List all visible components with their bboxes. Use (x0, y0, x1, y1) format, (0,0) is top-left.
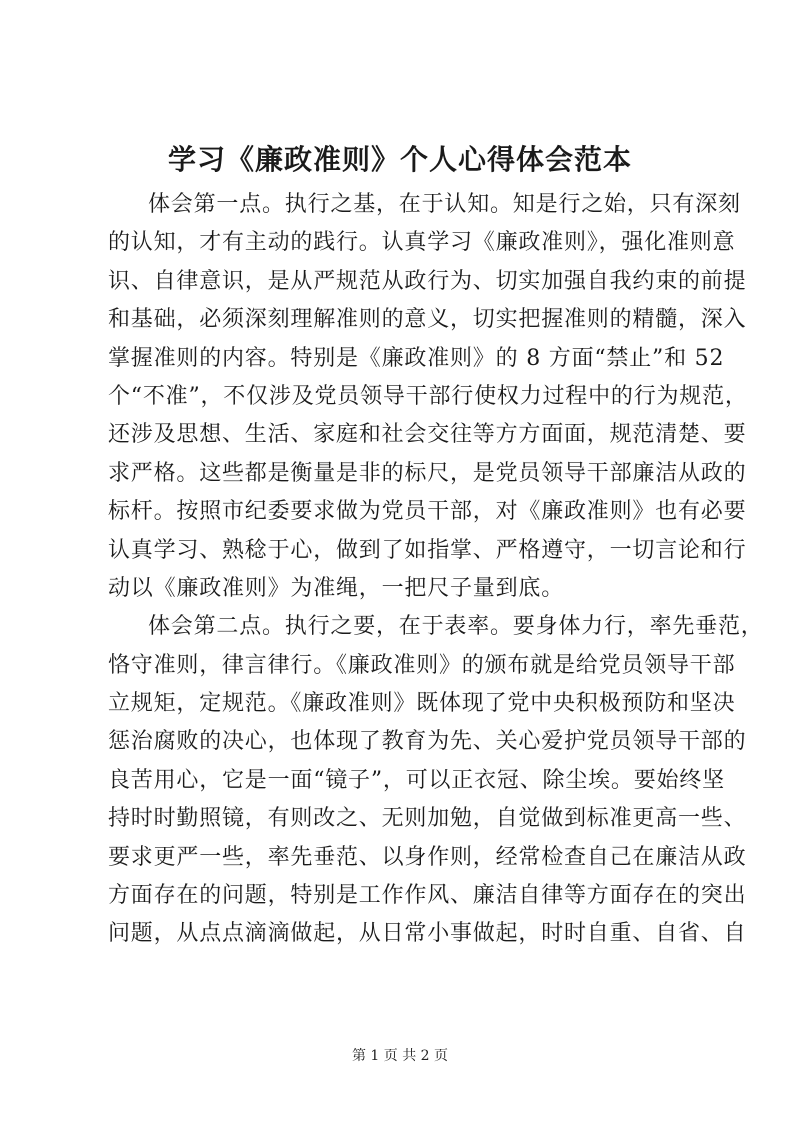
text-line: 和基础，必须深刻理解准则的意义，切实把握准则的精髓，深入 (108, 307, 747, 333)
text-line: 体会第一点。执行之基，在于认知。知是行之始，只有深刻 (148, 192, 741, 217)
paragraph-1 (108, 186, 748, 608)
text-line: 识、自律意识，是从严规范从政行为、切实加强自我约束的前提 (108, 268, 747, 294)
text-line: 体会第二点。执行之要，在于表率。要身体力行，率先垂范， (148, 614, 764, 640)
text-line: 标杆。按照市纪委要求做为党员干部，对《廉政准则》也有必要 (108, 499, 747, 525)
text-line: 要求更严一些，率先垂范、以身作则，经常检查自己在廉洁从政 (108, 844, 747, 870)
text-line: 动以《廉政准则》为准绳，一把尺子量到底。 (108, 575, 565, 601)
text-line: 掌握准则的内容。特别是《廉政准则》的 8 方面“禁止”和 52 (108, 345, 725, 371)
text-line: 恪守准则，律言律行。《廉政准则》的颁布就是给党员领导干部 (108, 652, 736, 678)
document-body (108, 186, 764, 954)
text-line: 持时时勤照镜，有则改之、无则加勉，自觉做到标准更高一些、 (108, 806, 747, 832)
text-line: 的认知，才有主动的践行。认真学习《廉政准则》，强化准则意 (108, 230, 736, 256)
page-number-footer: 第 1 页 共 2 页 (351, 1048, 449, 1064)
text-line: 个“不准”，不仅涉及党员领导干部行使权力过程中的行为规范， (108, 383, 748, 409)
text-line: 方面存在的问题，特别是工作作风、廉洁自律等方面存在的突出 (108, 883, 747, 909)
text-line: 求严格。这些都是衡量是非的标尺，是党员领导干部廉洁从政的 (108, 460, 747, 486)
text-line: 立规矩，定规范。《廉政准则》既体现了党中央积极预防和坚决 (108, 691, 736, 717)
text-line: 认真学习、熟稔于心，做到了如指掌、严格遵守，一切言论和行 (108, 537, 747, 563)
text-line: 惩治腐败的决心，也体现了教育为先、关心爱护党员领导干部的 (108, 729, 747, 755)
text-line: 还涉及思想、生活、家庭和社会交往等方方面面，规范清楚、要 (108, 422, 747, 448)
text-line: 问题，从点点滴滴做起，从日常小事做起，时时自重、自省、自 (108, 921, 747, 947)
document-title: 学习《廉政准则》个人心得体会范本 (167, 143, 632, 176)
paragraph-2 (108, 608, 764, 954)
text-line: 良苦用心，它是一面“镜子”，可以正衣冠、除尘埃。要始终坚 (108, 767, 725, 793)
